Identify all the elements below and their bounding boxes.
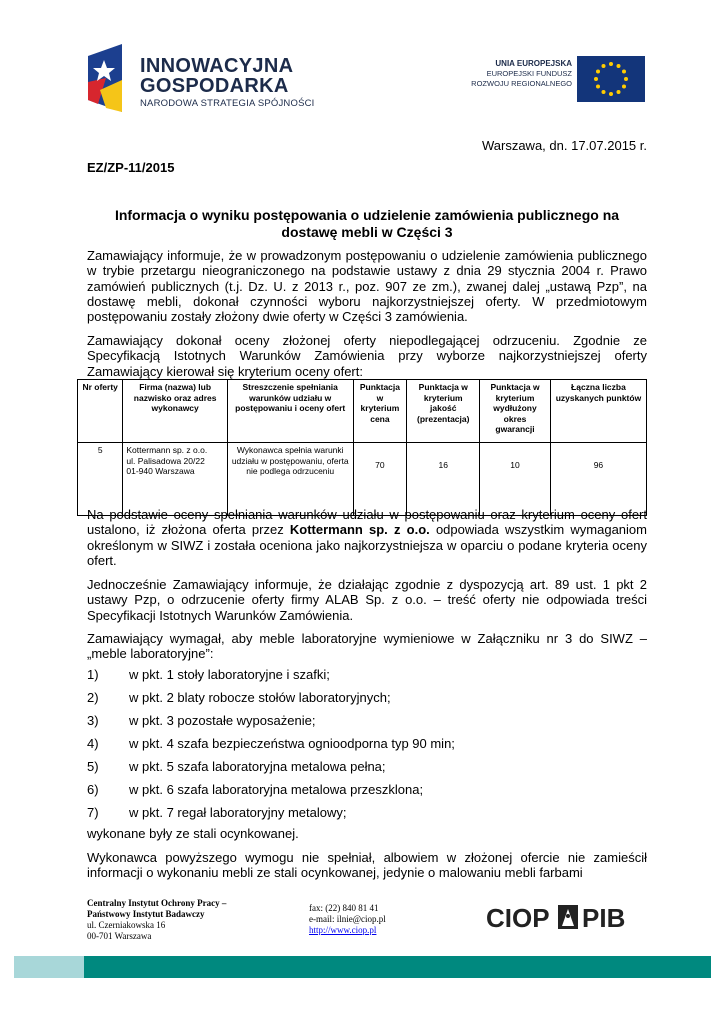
list-item [87, 667, 330, 682]
eu-star-icon [596, 85, 600, 89]
col-header-warranty: Punktacja w kryterium wydłużony okres gwarancji [480, 380, 551, 443]
eu-star-icon [602, 64, 606, 68]
eu-line3: ROZWOJU REGIONALNEGO [471, 79, 572, 88]
document-title [87, 207, 647, 241]
eu-star-icon [594, 77, 598, 81]
footer-band-dark [84, 956, 711, 978]
title-line2: dostawę mebli w Części 3 [281, 224, 453, 240]
list-text: w pkt. 4 szafa bezpieczeństwa ognioodporna typ 90 min; [129, 736, 455, 751]
list-text: w pkt. 7 regał laboratoryjny metalowy; [129, 805, 347, 820]
list-item [87, 736, 455, 751]
footer-contact [309, 903, 386, 936]
cell-nr: 5 [78, 443, 123, 516]
list-num: 6) [87, 782, 99, 797]
col-header-total: Łączna liczba uzyskanych punktów [550, 380, 646, 443]
eu-star-icon [622, 85, 626, 89]
cell-quality: 16 [407, 443, 480, 516]
cell-firm [123, 443, 228, 516]
list-num: 3) [87, 713, 99, 728]
eu-star-icon [609, 62, 613, 66]
list-num: 7) [87, 805, 99, 820]
footer-org2: Państwowy Instytut Badawczy [87, 909, 205, 919]
paragraph-result [87, 507, 647, 568]
footer-email[interactable]: e-mail: ilnie@ciop.pl [309, 914, 386, 924]
col-header-firm: Firma (nazwa) lub nazwisko oraz adres wykonawcy [123, 380, 228, 443]
place-date: Warszawa, dn. 17.07.2015 r. [481, 138, 647, 153]
list-item [87, 690, 391, 705]
cell-summary: Wykonawca spełnia warunki udziału w postępowaniu, oferta nie podlega odrzuceniu [227, 443, 353, 516]
table-row [78, 443, 647, 516]
winner-name: Kottermann sp. z o.o. [289, 522, 430, 538]
list-item [87, 713, 315, 728]
ig-logo-tagline: NARODOWA STRATEGIA SPÓJNOŚCI [140, 98, 315, 109]
list-item [87, 759, 386, 774]
footer-street: ul. Czerniakowska 16 [87, 920, 166, 930]
firm-name: Kottermann sp. z o.o. [126, 445, 208, 455]
ciop-text: CIOP [486, 903, 550, 932]
eu-line2: EUROPEJSKI FUNDUSZ [486, 69, 572, 78]
footer-city: 00-701 Warszawa [87, 931, 152, 941]
list-num: 1) [87, 667, 99, 682]
list-text: w pkt. 6 szafa laboratoryjna metalowa przeszklona; [129, 782, 424, 797]
paragraph-galvanized: wykonane były ze stali ocynkowanej. [87, 826, 299, 841]
eu-star-icon [609, 92, 613, 96]
list-text: w pkt. 3 pozostałe wyposażenie; [129, 713, 316, 728]
paragraph-requirement: Zamawiający wymagał, aby meble laboratoryjne wymieniowe w Załączniku nr 3 do SIWZ – „meble laboratoryjne”: [87, 631, 647, 662]
list-item [87, 805, 346, 820]
col-header-summary: Streszczenie spełniania warunków udziału w postępowaniu i oceny ofert [227, 380, 353, 443]
list-text: w pkt. 1 stoły laboratoryjne i szafki; [129, 667, 330, 682]
eu-star-icon [617, 64, 621, 68]
list-text: w pkt. 5 szafa laboratoryjna metalowa pełna; [129, 759, 386, 774]
ciop-pib-logo [486, 902, 646, 932]
firm-city: 01-940 Warszawa [126, 466, 195, 476]
footer-website-link[interactable]: http://www.ciop.pl [309, 925, 377, 935]
eu-star-icon [624, 77, 628, 81]
paragraph-evaluation: Zamawiający dokonał oceny złożonej oferty niepodlegającej odrzuceniu. Zgodnie ze Specyfikacją Istotnych Warunków Zamówienia przy wyborze najkorzystniejszej oferty Zamawiający kierował się kryterium oceny ofert: [87, 333, 647, 379]
result-text-a: Na podstawie oceny spełniania warunków udziału w postępowaniu oraz kryterium oceny ofert ustalono, iż złożona oferta przez [87, 507, 647, 538]
list-num: 4) [87, 736, 99, 751]
paragraph-intro: Zamawiający informuje, że w prowadzonym postępowaniu o udzielenie zamówienia publicznego w trybie przetargu nieograniczonego na podstawie ustawy z dnia 29 stycznia 2004 r. Prawo zamówień publicznych (t.j. Dz. U. z 2013 r., poz. 907 ze zm.), zwanej dalej „ustawą Pzp”, na dostawę mebli, dokonał czynności wyboru najkorzystniejszej oferty. W przedmiotowym postępowaniu zostały złożony dwie oferty w Części 3 zamówienia. [87, 248, 647, 325]
ig-logo-line1: INNOWACYJNA [140, 55, 294, 77]
eu-star-icon [622, 70, 626, 74]
eu-line1: UNIA EUROPEJSKA [495, 59, 572, 68]
cell-warranty: 10 [480, 443, 551, 516]
list-num: 5) [87, 759, 99, 774]
table-header-row [78, 380, 647, 443]
list-text: w pkt. 2 blaty robocze stołów laboratoryjnych; [129, 690, 391, 705]
footer-fax: fax: (22) 840 81 41 [309, 903, 379, 913]
col-header-price: Punktacja w kryterium cena [353, 380, 407, 443]
ig-logo-line2: GOSPODARKA [140, 75, 289, 97]
col-header-quality: Punktacja w kryterium jakość (prezentacja) [407, 380, 480, 443]
col-header-nr: Nr oferty [78, 380, 123, 443]
eu-flag-icon [577, 56, 645, 102]
cell-price: 70 [353, 443, 407, 516]
footer-band-light [14, 956, 84, 978]
result-text-b: odpowiada wszystkim wymaganiom określonym w SIWZ i została oceniona jako najkorzystniejsza w oparciu o podane kryteria oceny ofert. [87, 522, 647, 568]
cell-total: 96 [550, 443, 646, 516]
footer-address [87, 898, 226, 942]
paragraph-rejection: Jednocześnie Zamawiający informuje, że działając zgodnie z dyspozycją art. 89 ust. 1 pkt 2 ustawy Pzp, o odrzucenie oferty firmy ALAB Sp. z o.o. – treść oferty nie odpowiada treści Specyfikacji Istotnych Warunków Zamówienia. [87, 577, 647, 623]
eu-star-icon [602, 90, 606, 94]
list-num: 2) [87, 690, 99, 705]
eu-star-icon [596, 70, 600, 74]
firm-street: ul. Palisadowa 20/22 [126, 455, 205, 466]
results-table [77, 379, 647, 516]
list-item [87, 782, 423, 797]
title-line1: Informacja o wyniku postępowania o udzielenie zamówienia publicznego na [114, 207, 620, 223]
eu-logo-text [448, 59, 572, 89]
case-number: EZ/ZP-11/2015 [87, 160, 175, 175]
footer-org1: Centralny Instytut Ochrony Pracy – [87, 898, 227, 908]
pib-text: PIB [582, 903, 626, 932]
eu-star-icon [617, 90, 621, 94]
paragraph-failure: Wykonawca powyższego wymogu nie spełniał, albowiem w złożonej ofercie nie zamieścił informacji o wykonaniu mebli ze stali ocynkowanej, jedynie o malowaniu mebli farbami [87, 850, 647, 881]
